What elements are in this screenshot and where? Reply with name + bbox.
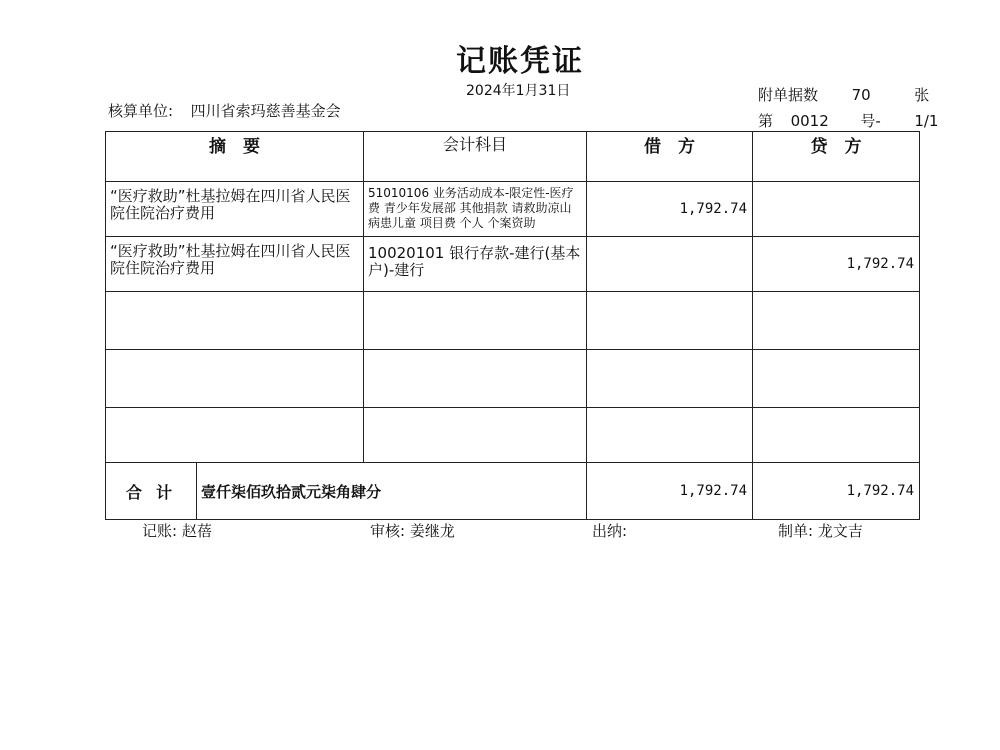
header-account: 会计科目 <box>364 132 587 182</box>
signature-bookkeeper <box>142 520 212 541</box>
attachments-unit: 张 <box>914 86 930 104</box>
accounting-unit <box>108 100 341 121</box>
empty-row <box>106 292 920 350</box>
preparer-name: 龙文吉 <box>817 522 863 540</box>
empty-row <box>106 408 920 463</box>
attachments-label: 附单据数 <box>758 86 819 104</box>
attachments-value: 70 <box>851 86 871 104</box>
bookkeeper-label: 记账: <box>142 522 178 540</box>
voucher-number-value: 0012 <box>790 112 829 130</box>
voucher-date: 2024年1月31日 <box>466 83 571 99</box>
table-header-row <box>106 132 920 182</box>
table-row <box>106 237 920 292</box>
voucher-page: 1/1 <box>914 112 939 130</box>
signature-cashier <box>592 520 627 541</box>
voucher-prefix: 第 <box>758 112 774 130</box>
cashier-label: 出纳: <box>592 522 628 540</box>
reviewer-name: 姜继龙 <box>409 522 455 540</box>
row-account: 10020101 银行存款-建行(基本户)-建行 <box>364 237 587 292</box>
accounting-unit-value: 四川省索玛慈善基金会 <box>190 102 341 120</box>
voucher-number <box>758 110 938 131</box>
reviewer-label: 审核: <box>370 522 406 540</box>
table-row <box>106 182 920 237</box>
row-account: 51010106 业务活动成本-限定性-医疗费 青少年发展部 其他捐款 请救助凉山病患儿童 项目费 个人 个案资助 <box>364 182 587 237</box>
row-credit <box>753 182 920 237</box>
preparer-label: 制单: <box>778 522 814 540</box>
total-amount-words: 壹仟柒佰玖拾贰元柒角肆分 <box>201 482 382 501</box>
total-label: 合计 <box>106 463 197 519</box>
signature-reviewer <box>370 520 455 541</box>
voucher-suffix: 号- <box>860 112 881 130</box>
row-debit: 1,792.74 <box>587 182 753 237</box>
attachments-count <box>758 84 929 105</box>
total-label-cell <box>106 463 587 520</box>
header-summary: 摘 要 <box>106 132 364 182</box>
empty-row <box>106 350 920 408</box>
voucher-table <box>105 131 920 520</box>
row-summary: “医疗救助”杜基拉姆在四川省人民医院住院治疗费用 <box>106 182 364 237</box>
accounting-unit-label: 核算单位: <box>108 102 174 120</box>
total-row <box>106 463 920 520</box>
bookkeeper-name: 赵蓓 <box>181 522 212 540</box>
total-debit: 1,792.74 <box>587 463 753 520</box>
signature-preparer <box>778 520 863 541</box>
row-credit: 1,792.74 <box>753 237 920 292</box>
header-credit: 贷 方 <box>753 132 920 182</box>
voucher-title: 记账凭证 <box>456 44 584 79</box>
header-debit: 借 方 <box>587 132 753 182</box>
total-credit: 1,792.74 <box>753 463 920 520</box>
row-debit <box>587 237 753 292</box>
row-summary: “医疗救助”杜基拉姆在四川省人民医院住院治疗费用 <box>106 237 364 292</box>
